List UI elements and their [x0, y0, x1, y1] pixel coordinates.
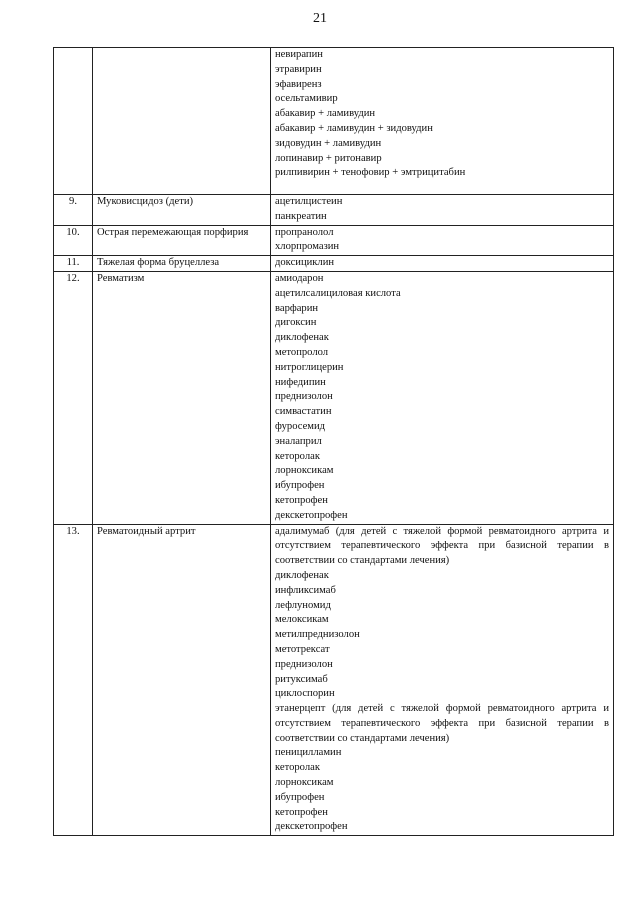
drug-name: метилпреднизолон	[275, 629, 360, 641]
drug-name: варфарин	[275, 302, 319, 314]
disease-cell	[93, 48, 271, 195]
drug-list	[271, 271, 614, 524]
disease-name: Острая перемежающая порфирия	[93, 225, 271, 256]
drug-name: дигоксин	[275, 317, 317, 329]
disease-name: Ревматизм	[93, 271, 271, 524]
drug-table	[53, 47, 614, 836]
drug-name: кетопрофен	[275, 494, 328, 506]
drug-name: мелоксикам	[275, 614, 329, 626]
table-row	[54, 195, 614, 226]
drug-name: ритуксимаб	[275, 673, 328, 685]
drug-list	[271, 195, 614, 226]
drug-name: инфликсимаб	[275, 584, 336, 596]
drug-name: абакавир + ламивудин + зидовудин	[275, 122, 433, 134]
row-number: 12.	[54, 271, 93, 524]
drug-name: диклофенак	[275, 332, 329, 344]
drug-name: эфавиренз	[275, 78, 322, 90]
drug-name: кетопрофен	[275, 806, 328, 818]
drug-name: ацетилцистеин	[275, 196, 343, 207]
drug-name: этанерцепт (для детей с тяжелой формой ревматоидного артрита и отсутствием терапевтического эффекта при базисной терапии в соответствии со стандартами лечения)	[275, 703, 609, 744]
number-cell	[54, 48, 93, 195]
drug-name: декскетопрофен	[275, 821, 348, 833]
drug-list	[271, 225, 614, 256]
drug-name: кеторолак	[275, 450, 320, 462]
drug-name: лефлуномид	[275, 599, 331, 611]
drug-table-body	[54, 48, 614, 836]
drug-name: преднизолон	[275, 658, 333, 670]
drug-name: адалимумаб (для детей с тяжелой формой ревматоидного артрита и отсутствием терапевтического эффекта при базисной терапии в соответствии со стандартами лечения)	[275, 525, 609, 567]
drug-name: лорноксикам	[275, 465, 334, 477]
table-row	[54, 524, 614, 836]
drug-name: ибупрофен	[275, 480, 325, 492]
drug-name: эналаприл	[275, 435, 322, 447]
drug-name: панкреатин	[275, 210, 327, 222]
drug-name: лопинавир + ритонавир	[275, 152, 382, 164]
row-number: 13.	[54, 524, 93, 836]
drug-name: метотрексат	[275, 643, 330, 655]
drug-name: рилпивирин + тенофовир + эмтрицитабин	[275, 167, 466, 179]
table-row	[54, 271, 614, 524]
disease-name: Муковисцидоз (дети)	[93, 195, 271, 226]
drug-name: ибупрофен	[275, 791, 325, 803]
drug-name: лорноксикам	[275, 777, 334, 789]
drug-name: нифедипин	[275, 376, 326, 388]
drug-name: этравирин	[275, 63, 322, 75]
drug-name: пропранолол	[275, 226, 334, 238]
row-number: 10.	[54, 225, 93, 256]
table-row	[54, 256, 614, 272]
drug-name: циклоспорин	[275, 688, 335, 700]
drug-list	[271, 524, 614, 836]
drug-name: невирапин	[275, 49, 323, 60]
drug-name: диклофенак	[275, 569, 329, 581]
drug-name: нитроглицерин	[275, 361, 344, 373]
drug-name: пеницилламин	[275, 747, 342, 759]
drug-name: амиодарон	[275, 272, 324, 284]
drug-name: декскетопрофен	[275, 509, 348, 521]
row-number: 9.	[54, 195, 93, 226]
table-row-continuation	[54, 48, 614, 195]
drug-name: метопролол	[275, 346, 329, 358]
drug-name: преднизолон	[275, 391, 333, 403]
table-row	[54, 225, 614, 256]
drug-name: зидовудин + ламивудин	[275, 137, 382, 149]
drug-name: кеторолак	[275, 762, 320, 774]
drug-name: хлорпромазин	[275, 241, 340, 253]
drug-cell	[271, 48, 614, 195]
drug-name: осельтамивир	[275, 93, 338, 105]
disease-name: Тяжелая форма бруцеллеза	[93, 256, 271, 272]
drug-list	[271, 256, 614, 272]
drug-name: ацетилсалициловая кислота	[275, 287, 401, 299]
disease-name: Ревматоидный артрит	[93, 524, 271, 836]
row-number: 11.	[54, 256, 93, 272]
drug-name: фуросемид	[275, 420, 326, 432]
drug-name: абакавир + ламивудин	[275, 108, 376, 120]
drug-name: доксициклин	[275, 257, 335, 269]
page-number: 21	[313, 11, 327, 26]
drug-name: симвастатин	[275, 406, 332, 418]
